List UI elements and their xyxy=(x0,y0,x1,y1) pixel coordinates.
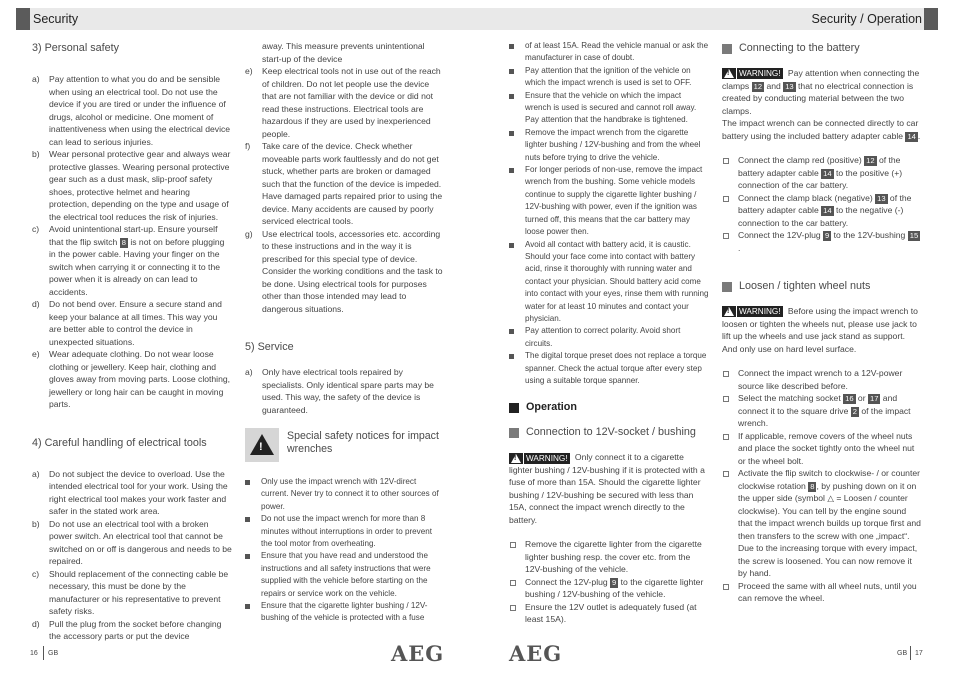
aeg-logo-left: AEG xyxy=(391,641,445,666)
step-item: Connect the impact wrench to a 12V-power source like described before. xyxy=(722,367,922,392)
page-number-right: 17 xyxy=(915,650,923,657)
warning-badge: ! WARNING! xyxy=(722,68,783,79)
bullet-item: The digital torque preset does not replace a torque spanner. Check the actual torque after every step using a suitable torque spanner. xyxy=(509,350,709,387)
step-item: Connect the 12V-plug 9 to the cigarette lighter bushing / 12V-bushing of the vehicle. xyxy=(509,576,709,601)
section-heading-service: 5) Service xyxy=(245,341,294,353)
step-item: Ensure the 12V outlet is adequately fused (at least 15A). xyxy=(509,601,709,626)
step-item: Select the matching socket 16 or 17 and connect it to the square drive 2 of the impact wrench. xyxy=(722,392,922,430)
step-item: Activate the flip switch to clockwise- / or counter clockwise rotation 8 , by pushing down on it on the upper side (symbol △ = Loosen / counter clockwise). You can tell by the engine sound that the impact wrench builds up torque first and then transfers to the screw with one „impact“. Due to the increasing torque with every impact, the screw is loosened. You can now remove it by hand. xyxy=(722,467,922,580)
paragraph: The impact wrench can be connected directly to car battery using the included battery adapter cable 14 . xyxy=(722,118,921,141)
page-title-left: Security xyxy=(33,12,79,26)
language-label-left: GB xyxy=(48,650,59,657)
section-heading-personal-safety: 3) Personal safety xyxy=(32,42,120,54)
page-title-right: Security / Operation xyxy=(811,12,922,26)
step-item: Connect the clamp red (positive) 12 of the battery adapter cable 14 to the positive (+) connection of the car battery. xyxy=(722,154,922,192)
step-item: Connect the clamp black (negative) 13 of the battery adapter cable 14 to the negative (-) connection to the car battery. xyxy=(722,192,922,230)
language-label-right: GB xyxy=(897,650,908,657)
column-3 xyxy=(509,40,709,626)
aeg-logo-right: AEG xyxy=(509,641,563,666)
list-item: g) Use electrical tools, accessories etc. according to these instructions and in the way it is prescribed for this special type of device. Consider the working conditions and the task to be done. Using electrical tools for purposes other than those intended may lead to dangerous situations. xyxy=(245,228,443,314)
bullet-item: Ensure that the vehicle on which the impact wrench is used is secured and cannot roll away. Pay attention that the handbrake is tightened. xyxy=(509,90,709,127)
warning-paragraph: ! WARNING! Before using the impact wrench to loosen or tighten the wheels nut, please use jack to lift up the wheels and use jack stand as support. xyxy=(722,305,922,343)
column-2 xyxy=(245,40,445,625)
warning-paragraph: ! WARNING! Pay attention when connecting the clamps 12 and 13 that no electrical connection is created by conducting material between the two clamps. xyxy=(722,67,922,117)
list-item: e) Keep electrical tools not in use out of the reach of children. Do not let people use the device that are not familiar with the device or did not read these instructions. Electrical tools are hazardous if they are used by inexperienced people. xyxy=(245,66,441,139)
list-item: c) Avoid unintentional start-up. Ensure yourself that the flip switch 8 is not on before plugging in the power cable. Having your finger on the switch when carrying it or connecting it to the power when it is already on can lead to accidents. xyxy=(32,224,225,297)
section-heading-careful-handling: 4) Careful handling of electrical tools xyxy=(32,436,207,449)
list-item: b) Do not use an electrical tool with a broken power switch. An electrical tool that cannot be switched on or off is dangerous and needs to be repaired. xyxy=(32,518,232,566)
section-heading-socket: Connection to 12V-socket / bushing xyxy=(509,426,709,439)
warning-icon xyxy=(722,68,736,79)
page-number-left: 16 xyxy=(30,650,38,657)
part-number-badge: 8 xyxy=(121,237,126,247)
bullet-item: Ensure that the cigarette lighter bushing / 12V-bushing of the vehicle is protected with a fuse xyxy=(245,600,445,625)
footer-divider-right xyxy=(910,646,911,660)
bullet-item: For longer periods of non-use, remove the impact wrench from the bushing. Some vehicle models continue to supply the cigarette lighter bushing / 12V-bushing with power, even if the ignition was turned off, this means that the car battery may loose power then. xyxy=(509,164,709,238)
step-item: Remove the cigarette lighter from the cigarette lighter bushing resp. the cover etc. from the 12V-bushing of the vehicle. xyxy=(509,538,709,576)
bullet-item: Avoid all contact with battery acid, it is caustic. Should your face come into contact with battery acid, rinse it thoroughly with running water and contact your physician. Should battery acid come into contact with your eyes, rinse them with running water for at least 10 minutes and contact your physician. xyxy=(509,239,709,326)
page-tab-right xyxy=(924,8,938,30)
step-item: If applicable, remove covers of the wheel nuts and place the socket tightly onto the wheel nut or the wheel bolt. xyxy=(722,430,922,468)
warning-icon xyxy=(722,306,736,317)
page-tab-left xyxy=(16,8,30,30)
list-item: a) Do not subject the device to overload. Use the intended electrical tool for your work. Using the right electrical tool makes your work faster and safer in the stated work area. xyxy=(32,468,228,516)
step-item: Proceed the same with all wheel nuts, until you can remove the wheel. xyxy=(722,580,922,605)
header-bar-left xyxy=(16,8,477,30)
special-notice-title: Special safety notices for impact wrenches xyxy=(287,430,439,455)
warning-icon xyxy=(509,453,523,464)
warning-badge: ! WARNING! xyxy=(722,306,783,317)
list-item: c) Should replacement of the connecting cable be necessary, this must be done by the manufacturer or his representative to prevent safety risks. xyxy=(32,568,229,616)
list-item: b) Wear personal protective gear and always wear protective glasses. Wearing personal protective gear such as a dust mask, slip-proof safety shoes, protective helmet and hearing protection, depending on the type and usage of the electrical tool reduces the risk of injuries. xyxy=(32,149,231,222)
list-item: e) Wear adequate clothing. Do not wear loose clothing or jewellery. Keep hair, clothing and gloves away from moving parts. Loose clothing, jewellery or long hair can be caught in moving parts. xyxy=(32,349,231,409)
list-item: f) Take care of the device. Check whether moveable parts work faultlessly and do not get stuck, whether parts are broken or damaged such that the function of the device is impeded. Have damaged parts repaired prior to using the device. Many accidents are caused by poorly serviced electrical tools. xyxy=(245,141,443,226)
column-1 xyxy=(32,40,232,643)
warning-paragraph: ! WARNING! Only connect it to a cigarette lighter bushing / 12V-bushing if it is protected with a fuse of more than 15A. Should the cigarette lighter bushing / 12V-bushing be secured with less than 15A, connect the impact wrench directly to the battery. xyxy=(509,451,709,526)
list-item: d) Do not bend over. Ensure a secure stand and keep your balance at all times. This way you are better able to control the device in unexpected situations. xyxy=(32,299,222,347)
bullet-item: Pay attention to correct polarity. Avoid short circuits. xyxy=(509,325,709,350)
bullet-item: Ensure that you have read and understood the instructions and all safety instructions that were supplied with the vehicle before starting on the repairs or service work on the vehicle. xyxy=(245,550,445,600)
list-item: d) Pull the plug from the socket before changing the accessory parts or put the device xyxy=(32,618,222,641)
list-item: a) Only have electrical tools repaired by specialists. Only identical spare parts may be used. This way, the safety of the device is guaranteed. xyxy=(245,367,434,415)
paragraph: And only use on hard level surface. xyxy=(722,343,857,354)
section-heading-battery: Connecting to the battery xyxy=(722,42,922,55)
continuation-text: of at least 15A. Read the vehicle manual or ask the manufacturer in case of doubt. xyxy=(509,40,709,65)
part-number-badge: 9 xyxy=(612,577,617,587)
bullet-item: Pay attention that the ignition of the vehicle on which the impact wrench is used is set to OFF. xyxy=(509,65,709,90)
warning-badge: ! WARNING! xyxy=(509,453,570,464)
continuation-text: away. This measure prevents unintentional start-up of the device xyxy=(262,41,425,64)
list-item: a) Pay attention to what you do and be sensible when using an electrical tool. Do not use the device if you are tired or under the influence of drugs, alcohol or medicine. One moment of inattentiveness when using the electrical device can lead to serious injuries. xyxy=(32,74,231,147)
step-item: Connect the 12V-plug 9 to the 12V-bushing 15. xyxy=(722,229,922,254)
bullet-item: Remove the impact wrench from the cigarette lighter bushing / 12V-bushing and from the wheel nuts before trying to drive the vehicle. xyxy=(509,127,709,164)
section-heading-loosen: Loosen / tighten wheel nuts xyxy=(722,280,922,293)
warning-triangle-icon xyxy=(245,428,279,462)
bullet-item: Only use the impact wrench with 12V-direct current. Never try to connect it to other sources of power. xyxy=(245,476,445,513)
bullet-item: Do not use the impact wrench for more than 8 minutes without interruptions in order to prevent the tool motor from overheating. xyxy=(245,513,445,550)
special-notice-header xyxy=(245,428,445,462)
column-4 xyxy=(722,40,922,605)
section-heading-operation: Operation xyxy=(509,401,709,414)
footer-divider-left xyxy=(43,646,44,660)
